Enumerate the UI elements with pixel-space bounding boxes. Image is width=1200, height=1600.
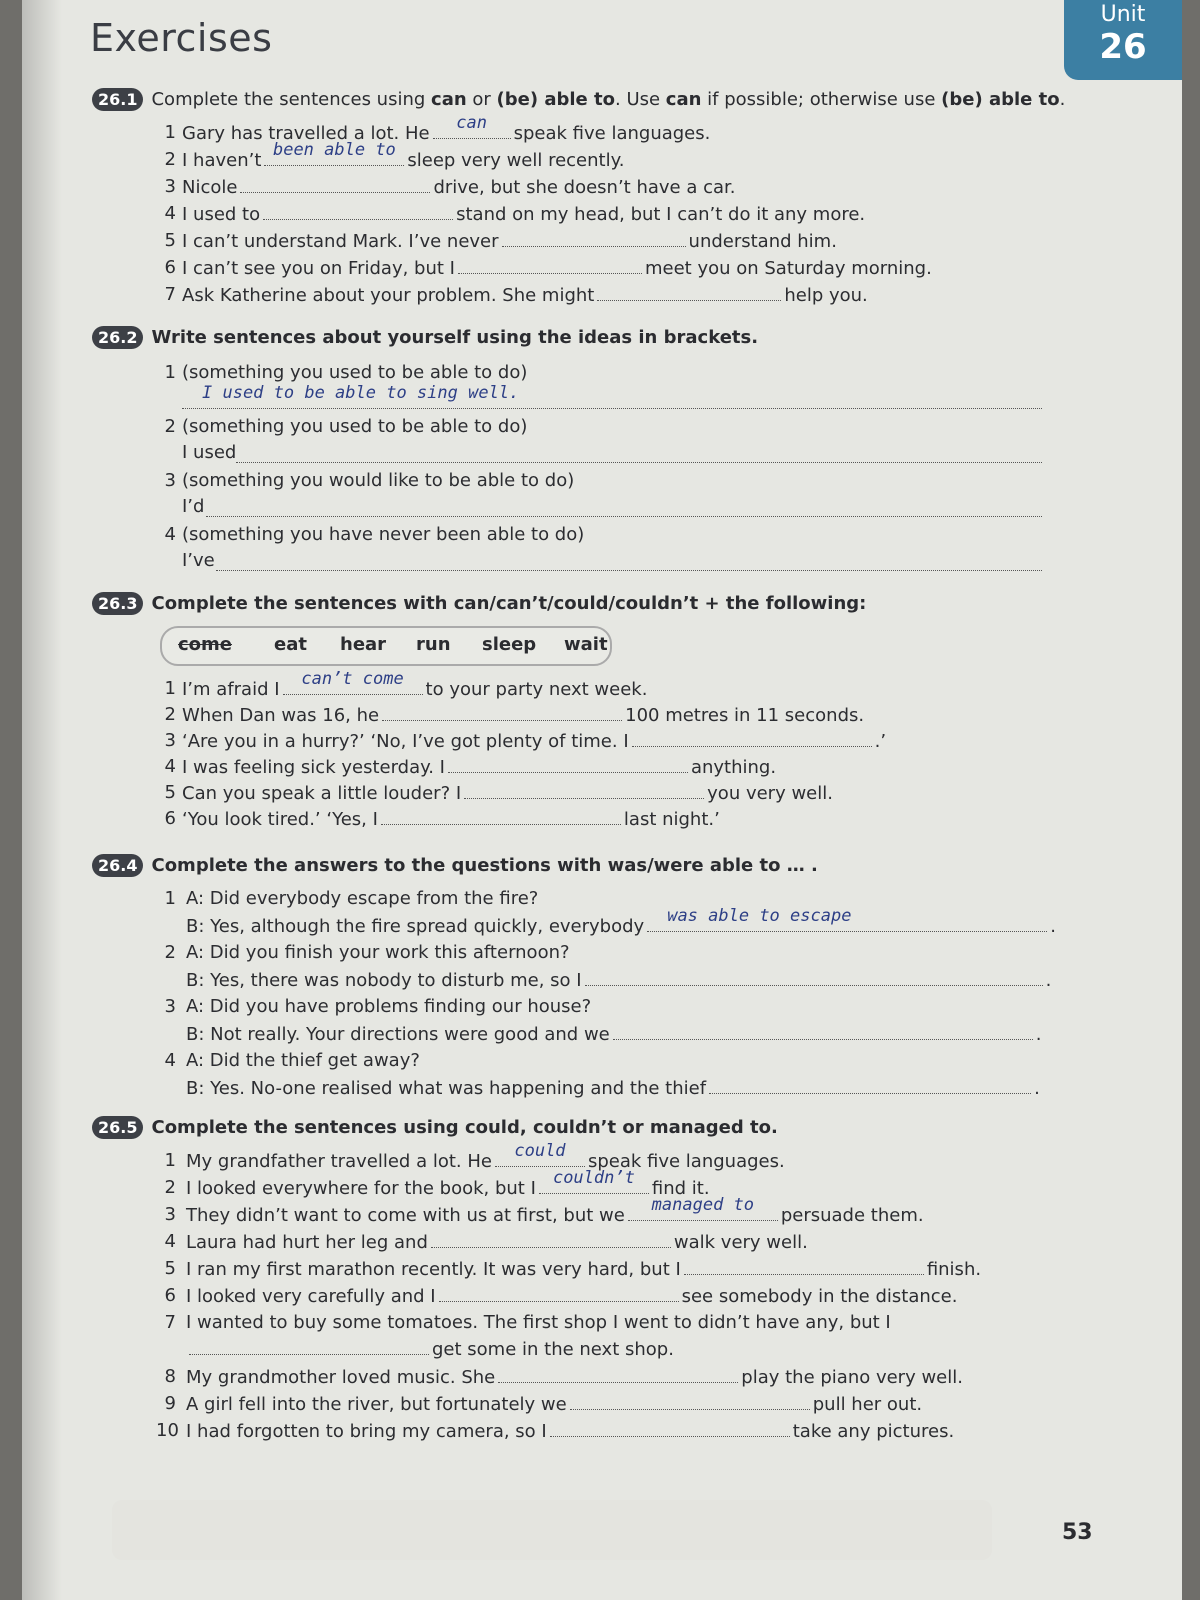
item-number: 4 (164, 1231, 176, 1252)
sentence-start: I was feeling sick yesterday. I (182, 757, 445, 778)
sentence-start: They didn’t want to come with us at first, but we (186, 1205, 625, 1226)
sentence-start: I looked very carefully and I (186, 1286, 436, 1307)
word-item: sleep (482, 634, 537, 655)
sentence-end: find it. (651, 1178, 710, 1199)
answer-blank[interactable] (550, 1418, 790, 1437)
item-number: 3 (164, 730, 176, 751)
sentence-end: to your party next week. (425, 679, 648, 700)
item-text (186, 1195, 924, 1229)
sentence-start: A girl fell into the river, but fortunately we (186, 1394, 567, 1415)
answer-blank[interactable] (439, 1283, 679, 1302)
prompt-text: (something you used to be able to do) (182, 362, 528, 383)
sentence-start: My grandfather travelled a lot. He (186, 1151, 492, 1172)
answer-blank[interactable] (433, 113, 511, 139)
handwritten-answer: managed to (651, 1195, 755, 1215)
exercise-instruction: Complete the sentences using can or (be) able to. Use can if possible; otherwise use (be) able to. (151, 89, 1066, 110)
sentence-start: Nicole (182, 177, 238, 198)
question-text: A: Did the thief get away? (186, 1050, 420, 1071)
answer-blank[interactable] (613, 1021, 1033, 1040)
item-number: 6 (164, 808, 176, 829)
sentence-start: Can you speak a little louder? I (182, 783, 462, 804)
item-text (186, 1364, 963, 1391)
question-text: A: Did you have problems finding our house? (186, 996, 592, 1017)
item-text (182, 113, 711, 147)
item-text (186, 1336, 674, 1363)
answer-blank[interactable] (448, 754, 688, 773)
item-number: 5 (164, 1258, 176, 1279)
item-text (182, 754, 776, 781)
answer-blank[interactable] (381, 806, 621, 825)
item-text: B: Yes. No-one realised what was happening and the thief . (186, 1075, 1040, 1102)
prompt-text: (something you would like to be able to do) (182, 470, 575, 491)
handwritten-answer: been able to (272, 140, 396, 160)
handwritten-answer: can’t come (301, 669, 404, 689)
faded-footer-table (112, 1500, 992, 1560)
handwritten-answer: could (514, 1141, 566, 1161)
exercise-badge: 26.2 (92, 326, 143, 349)
item-number: 2 (164, 416, 176, 437)
item-number: 9 (164, 1393, 176, 1414)
item-text (182, 669, 648, 703)
item-number: 2 (164, 1177, 176, 1198)
sentence-start: ‘You look tired.’ ‘Yes, I (182, 809, 378, 830)
exercise-badge: 26.3 (92, 592, 143, 615)
answer-lead: I’ve (182, 550, 215, 571)
answer-start: B: Yes, although the fire spread quickly, everybody (186, 916, 645, 937)
handwritten-answer: I used to be able to sing well. (202, 383, 520, 403)
exercise-instruction: Write sentences about yourself using the ideas in brackets. (151, 327, 759, 348)
item-text (182, 140, 625, 174)
answer-blank[interactable] (240, 174, 430, 193)
exercise-header (92, 1116, 778, 1139)
answer-lead: I’d (182, 496, 205, 517)
answer-blank[interactable] (647, 906, 1047, 932)
exercise-header (92, 854, 818, 877)
item-number: 10 (156, 1420, 179, 1441)
workbook-page (22, 0, 1182, 1600)
word-item: come (178, 634, 232, 655)
item-number: 7 (164, 284, 176, 305)
answer-line[interactable] (216, 546, 1042, 571)
sentence-end: sleep very well recently. (407, 150, 625, 171)
question-text: A: Did everybody escape from the fire? (186, 888, 539, 909)
item-number: 1 (164, 678, 176, 699)
sentence-end: take any pictures. (792, 1421, 955, 1442)
item-number: 2 (164, 149, 176, 170)
answer-lead: I used (182, 442, 237, 463)
item-number: 4 (164, 524, 176, 545)
prompt-text: (something you have never been able to do) (182, 524, 585, 545)
item-text: B: Yes, although the fire spread quickly, everybody was able to escape . (186, 913, 1056, 940)
item-text (186, 1229, 808, 1256)
item-number: 1 (164, 1150, 176, 1171)
item-text (182, 702, 864, 729)
answer-blank[interactable] (597, 282, 781, 301)
answer-blank[interactable] (684, 1256, 924, 1275)
item-text (186, 1391, 922, 1418)
word-item: run (416, 634, 451, 655)
handwritten-answer: was able to escape (667, 906, 852, 926)
item-number: 1 (164, 362, 176, 383)
answer-blank[interactable] (502, 228, 686, 247)
word-box (160, 626, 612, 666)
unit-label: Unit (1100, 2, 1146, 27)
answer-blank[interactable] (189, 1336, 429, 1355)
sentence-start: I ran my first marathon recently. It was very hard, but I (186, 1259, 681, 1280)
unit-tab (1064, 0, 1182, 80)
item-number: 7 (164, 1312, 176, 1333)
answer-blank[interactable] (628, 1195, 778, 1221)
sentence-end: drive, but she doesn’t have a car. (433, 177, 736, 198)
sentence-start: I had forgotten to bring my camera, so I (186, 1421, 547, 1442)
item-text (182, 228, 837, 255)
sentence-start: I used to (182, 204, 261, 225)
answer-blank[interactable] (431, 1229, 671, 1248)
answer-start: B: Yes. No-one realised what was happening and the thief (186, 1078, 707, 1099)
answer-blank[interactable] (498, 1364, 738, 1383)
exercise-header (92, 592, 866, 615)
answer-line[interactable] (206, 492, 1042, 517)
sentence-start: I can’t understand Mark. I’ve never (182, 231, 499, 252)
sentence-end: help you. (784, 285, 868, 306)
item-number: 2 (164, 704, 176, 725)
sentence-end: 100 metres in 11 seconds. (625, 705, 865, 726)
answer-blank[interactable] (570, 1391, 810, 1410)
sentence-end: speak five languages. (513, 123, 711, 144)
item-text (182, 806, 720, 833)
answer-line[interactable] (182, 384, 1042, 409)
sentence-start: Ask Katherine about your problem. She might (182, 285, 595, 306)
answer-blank[interactable] (709, 1075, 1031, 1094)
sentence-start: I’m afraid I (182, 679, 280, 700)
sentence-start: Laura had hurt her leg and (186, 1232, 428, 1253)
item-text (182, 201, 865, 228)
item-number: 5 (164, 230, 176, 251)
sentence-end: play the piano very well. (741, 1367, 963, 1388)
exercise-badge: 26.1 (92, 88, 143, 111)
page-title: Exercises (90, 16, 273, 60)
answer-blank[interactable] (632, 728, 872, 747)
exercise-badge: 26.4 (92, 854, 143, 877)
item-text: B: Not really. Your directions were good and we . (186, 1021, 1041, 1048)
sentence-end: understand him. (688, 231, 837, 252)
answer-blank[interactable] (458, 255, 642, 274)
item-number: 4 (164, 203, 176, 224)
item-number: 3 (164, 470, 176, 491)
sentence-end: speak five languages. (587, 1151, 785, 1172)
item-number: 3 (164, 1204, 176, 1225)
answer-blank[interactable] (264, 140, 404, 166)
sentence-end: stand on my head, but I can’t do it any more. (456, 204, 866, 225)
sentence-start: Gary has travelled a lot. He (182, 123, 430, 144)
sentence-end: pull her out. (812, 1394, 923, 1415)
sentence-end: walk very well. (673, 1232, 808, 1253)
sentence-end: persuade them. (780, 1205, 924, 1226)
sentence-end: get some in the next shop. (432, 1339, 674, 1360)
answer-line[interactable] (236, 438, 1042, 463)
item-text: B: Yes, there was nobody to disturb me, so I . (186, 967, 1051, 994)
sentence-start: My grandmother loved music. She (186, 1367, 496, 1388)
item-text (186, 1256, 981, 1283)
sentence-end: see somebody in the distance. (681, 1286, 958, 1307)
handwritten-answer: can (456, 113, 487, 133)
answer-start: B: Not really. Your directions were good and we (186, 1024, 610, 1045)
answer-blank[interactable] (263, 201, 453, 220)
page-number: 53 (1062, 1520, 1093, 1545)
answer-blank[interactable] (464, 780, 704, 799)
word-item: wait (564, 634, 608, 655)
exercise-badge: 26.5 (92, 1116, 143, 1139)
exercise-header (92, 326, 758, 349)
exercise-header (92, 88, 1065, 111)
handwritten-answer: couldn’t (552, 1168, 635, 1188)
answer-start: B: Yes, there was nobody to disturb me, so I (186, 970, 582, 991)
item-text (186, 1283, 957, 1310)
exercise-instruction: Complete the sentences using could, couldn’t or managed to. (151, 1117, 778, 1138)
item-number: 1 (164, 122, 176, 143)
sentence-start: ‘Are you in a hurry?’ ‘No, I’ve got plenty of time. I (182, 731, 629, 752)
item-text (182, 780, 833, 807)
answer-blank[interactable] (283, 669, 423, 695)
item-text (182, 282, 868, 309)
item-text (182, 174, 735, 201)
sentence-start: I wanted to buy some tomatoes. The first shop I went to didn’t have any, but I (186, 1312, 891, 1333)
item-number: 1 (164, 888, 176, 909)
item-text (186, 1141, 785, 1175)
item-text (186, 1418, 954, 1445)
item-number: 6 (164, 1285, 176, 1306)
item-number: 3 (164, 996, 176, 1017)
item-number: 4 (164, 1050, 176, 1071)
prompt-text: (something you used to be able to do) (182, 416, 528, 437)
question-text: A: Did you finish your work this afternoon? (186, 942, 570, 963)
item-number: 2 (164, 942, 176, 963)
sentence-end: .’ (874, 731, 887, 752)
sentence-end: last night.’ (623, 809, 720, 830)
sentence-end: meet you on Saturday morning. (644, 258, 932, 279)
item-number: 6 (164, 257, 176, 278)
word-item: eat (274, 634, 307, 655)
answer-blank[interactable] (585, 967, 1043, 986)
sentence-start: I can’t see you on Friday, but I (182, 258, 455, 279)
exercise-instruction: Complete the answers to the questions with was/were able to … . (151, 855, 818, 876)
sentence-start: When Dan was 16, he (182, 705, 380, 726)
item-text (182, 728, 886, 755)
item-number: 3 (164, 176, 176, 197)
answer-blank[interactable] (382, 702, 622, 721)
word-item: hear (340, 634, 387, 655)
item-text (182, 255, 932, 282)
sentence-start: I looked everywhere for the book, but I (186, 1178, 536, 1199)
item-number: 8 (164, 1366, 176, 1387)
sentence-end: you very well. (707, 783, 833, 804)
unit-number: 26 (1099, 27, 1147, 67)
sentence-end: finish. (926, 1259, 982, 1280)
sentence-end: anything. (690, 757, 777, 778)
sentence-start: I haven’t (182, 150, 262, 171)
exercise-instruction: Complete the sentences with can/can’t/could/couldn’t + the following: (151, 593, 867, 614)
item-number: 5 (164, 782, 176, 803)
item-number: 4 (164, 756, 176, 777)
